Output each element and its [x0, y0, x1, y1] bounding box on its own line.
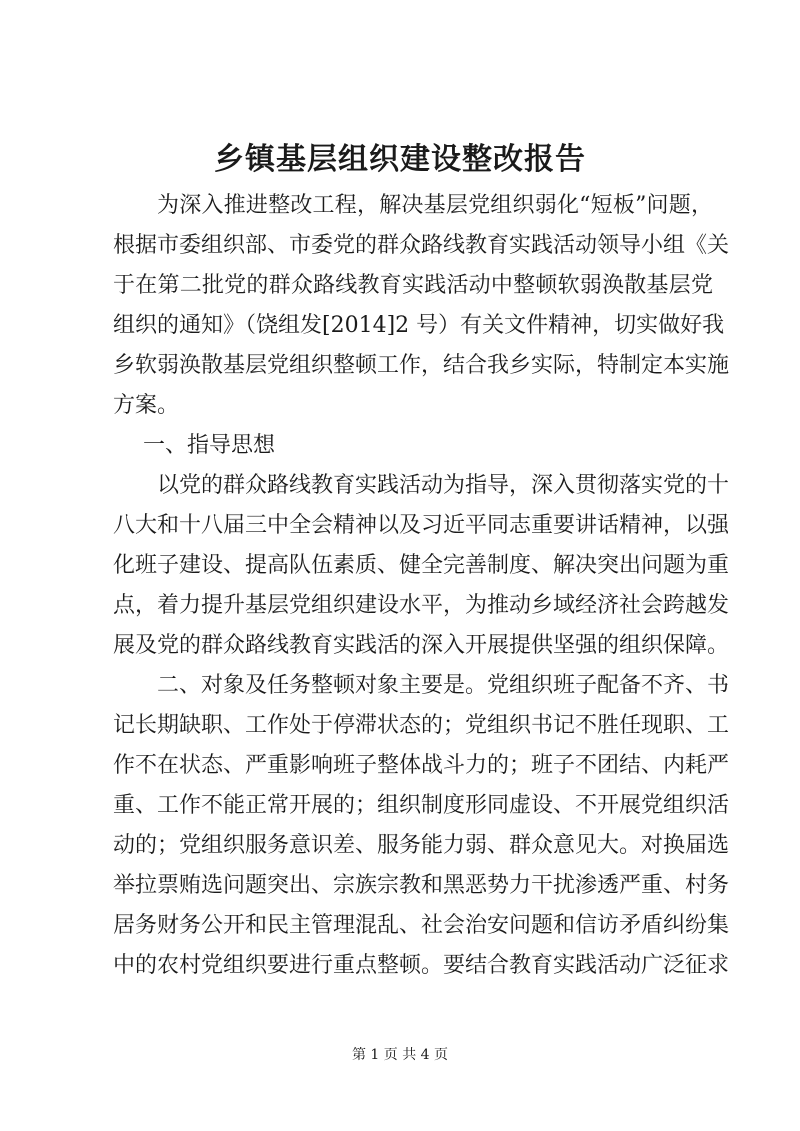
- body-line: 中的农村党组织要进行重点整顿。要结合教育实践活动广泛征求: [113, 953, 730, 978]
- body-line: 作不在状态、严重影响班子整体战斗力的；班子不团结、内耗严: [113, 753, 730, 778]
- body-line: 展及党的群众路线教育实践活的深入开展提供坚强的组织保障。: [113, 633, 730, 658]
- body-line: 乡软弱涣散基层党组织整顿工作，结合我乡实际，特制定本实施: [113, 353, 730, 378]
- body-line: 为深入推进整改工程，解决基层党组织弱化“短板”问题，: [157, 193, 713, 218]
- document-body: [113, 186, 730, 986]
- body-line: 点，着力提升基层党组织建设水平，为推动乡域经济社会跨越发: [113, 593, 730, 618]
- body-line: 组织的通知》（饶组发[2014]2 号）有关文件精神，切实做好我: [113, 313, 725, 338]
- body-line: 二、对象及任务整顿对象主要是。党组织班子配备不齐、书: [157, 673, 730, 698]
- body-line: 于在第二批党的群众路线教育实践活动中整顿软弱涣散基层党: [113, 273, 713, 298]
- body-line: 化班子建设、提高队伍素质、健全完善制度、解决突出问题为重: [113, 553, 730, 578]
- body-line: 以党的群众路线教育实践活动为指导，深入贯彻落实党的十: [157, 473, 730, 498]
- body-line: 根据市委组织部、市委党的群众路线教育实践活动领导小组《关: [113, 233, 730, 258]
- page-footer: 第 1 页 共 4 页: [351, 1047, 449, 1063]
- body-line: 记长期缺职、工作处于停滞状态的；党组织书记不胜任现职、工: [113, 713, 730, 738]
- body-line: 重、工作不能正常开展的；组织制度形同虚设、不开展党组织活: [113, 793, 730, 818]
- body-line: 居务财务公开和民主管理混乱、社会治安问题和信访矛盾纠纷集: [113, 913, 730, 938]
- body-line: 动的；党组织服务意识差、服务能力弱、群众意见大。对换届选: [113, 833, 730, 858]
- document-title: 乡镇基层组织建设整改报告: [214, 142, 586, 177]
- body-line: 方案。: [113, 393, 180, 418]
- section-heading: 一、指导思想: [143, 433, 276, 458]
- body-line: 八大和十八届三中全会精神以及习近平同志重要讲话精神，以强: [113, 513, 730, 538]
- body-line: 举拉票贿选问题突出、宗族宗教和黑恶势力干扰渗透严重、村务: [113, 873, 730, 898]
